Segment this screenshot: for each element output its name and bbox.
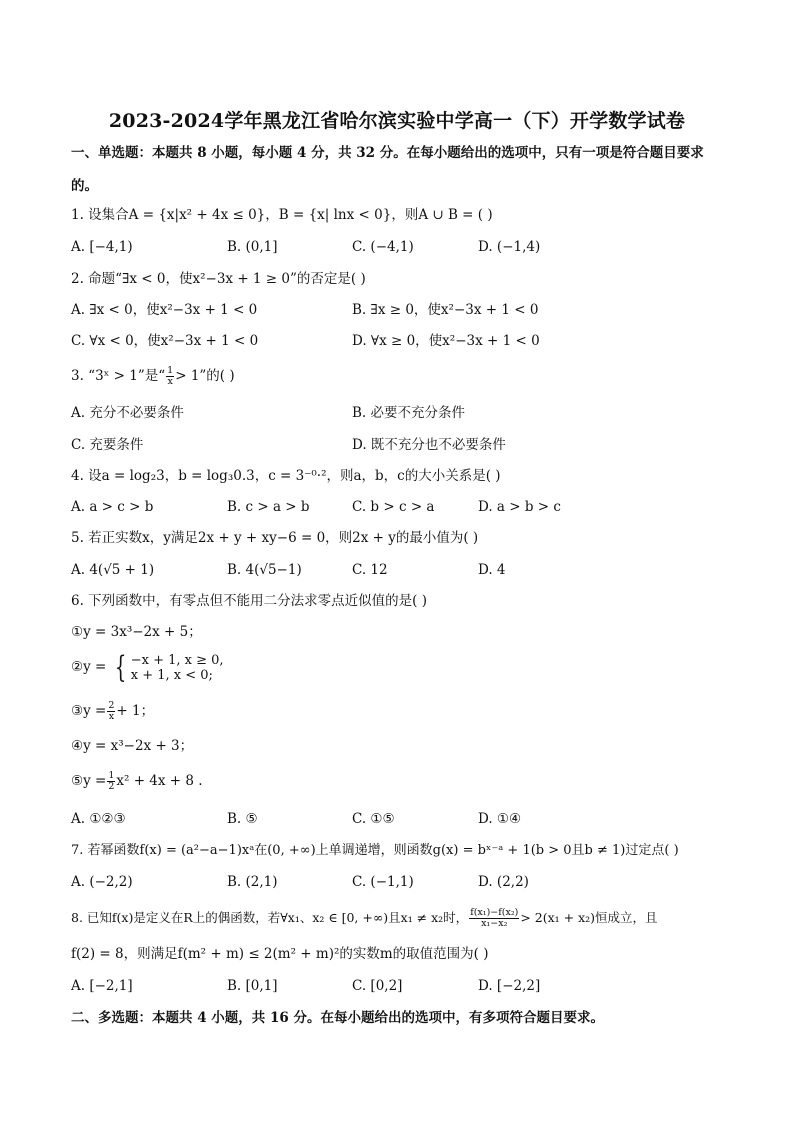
question-6-function-5: [71, 771, 203, 792]
question-7-stem: 7. 若幂函数f(x) = (a²−a−1)xᵃ在(0, +∞)上单调递增，则函数g(x) = bˣ⁻ᵃ + 1(b > 0且b ≠ 1)过定点( ): [71, 843, 679, 858]
question-8-stem-start: 8. 已知f(x)是定义在R上的偶函数，若∀x₁、x₂ ∈ [0, +∞)且x₁ ≠ x₂时，: [71, 910, 469, 925]
question-6-function-5-denominator: 2: [108, 781, 115, 792]
question-6-function-3-denominator: x: [108, 711, 115, 722]
question-3-stem-end: > 1”的( ): [175, 368, 235, 384]
question-6-function-5-numerator: 1: [108, 770, 115, 781]
question-8-option-d: D. [−2,2]: [478, 978, 541, 994]
question-6-function-3-fraction: [107, 701, 115, 722]
question-3-fraction: [166, 366, 174, 387]
question-6-piecewise: [111, 649, 224, 685]
question-5-option-d: D. 4: [478, 562, 506, 578]
question-4-option-d: D. a > b > c: [478, 499, 561, 515]
question-2-option-c: C. ∀x < 0，使x²−3x + 1 < 0: [71, 333, 259, 349]
question-3-option-a: A. 充分不必要条件: [71, 405, 184, 421]
question-1-option-b: B. (0,1]: [227, 239, 278, 255]
question-7-option-c: C. (−1,1): [352, 874, 414, 890]
question-3-stem: [71, 366, 235, 387]
question-6-function-4: ④y = x³−2x + 3；: [71, 738, 194, 754]
page-title: 2023-2024学年黑龙江省哈尔滨实验中学高一（下）开学数学试卷: [108, 110, 686, 132]
question-3-fraction-numerator: 1: [167, 365, 174, 376]
question-8-stem-cont: f(2) = 8，则满足f(m² + m) ≤ 2(m² + m)²的实数m的取值范围为( ): [71, 946, 489, 962]
question-6-function-2-prefix: ②y =: [71, 659, 107, 675]
question-3-fraction-denominator: x: [167, 376, 173, 387]
question-4-option-c: C. b > c > a: [352, 499, 435, 515]
question-3-option-d: D. 既不充分也不必要条件: [352, 437, 506, 453]
question-3-stem-start: 3. “3ˣ > 1”是“: [71, 368, 166, 384]
question-6-option-d: D. ①④: [478, 811, 522, 827]
question-3-option-b: B. 必要不充分条件: [352, 405, 466, 421]
question-6-function-3-numerator: 2: [108, 700, 115, 711]
question-6-option-c: C. ①⑤: [352, 811, 395, 827]
question-5-stem: 5. 若正实数x，y满足2x + y + xy−6 = 0，则2x + y的最小值为( ): [71, 530, 479, 546]
question-6-piecewise-cases: [131, 653, 224, 683]
question-6-function-5-prefix: ⑤y =: [71, 773, 107, 789]
question-6-function-3-suffix: + 1；: [116, 703, 155, 719]
brace-icon: {: [114, 649, 126, 685]
question-6-function-5-fraction: [107, 771, 115, 792]
question-1-option-a: A. [−4,1): [71, 239, 133, 255]
question-6-case-1: −x + 1, x ≥ 0,: [130, 652, 224, 668]
question-2-option-d: D. ∀x ≥ 0，使x²−3x + 1 < 0: [352, 333, 540, 349]
question-6-function-3-prefix: ③y =: [71, 703, 107, 719]
question-8-option-b: B. [0,1]: [227, 978, 278, 994]
question-8-option-a: A. [−2,1]: [71, 978, 133, 994]
question-8-stem: [71, 908, 658, 929]
question-1-option-c: C. (−4,1): [352, 239, 414, 255]
section1-header-cont: 的。: [71, 178, 98, 194]
question-6-stem: 6. 下列函数中，有零点但不能用二分法求零点近似值的是( ): [71, 593, 427, 609]
question-7-option-b: B. (2,1): [227, 874, 278, 890]
question-6-function-3: [71, 701, 154, 722]
question-6-option-b: B. ⑤: [227, 811, 258, 827]
question-3-option-c: C. 充要条件: [71, 437, 144, 453]
question-6-function-1: ①y = 3x³−2x + 5；: [71, 624, 202, 640]
question-5-option-a: A. 4(√5 + 1): [71, 562, 155, 578]
question-8-fraction-numerator: f(x₁)−f(x₂): [470, 907, 519, 918]
question-6-function-2: [71, 649, 224, 685]
question-7-option-a: A. (−2,2): [71, 874, 133, 890]
question-5-option-b: B. 4(√5−1): [227, 562, 302, 578]
section1-header: 一、单选题：本题共 8 小题，每小题 4 分，共 32 分。在每小题给出的选项中，只有一项是符合题目要求: [71, 145, 704, 161]
question-2-stem: 2. 命题“∃x < 0，使x²−3x + 1 ≥ 0”的否定是( ): [71, 271, 366, 287]
question-4-stem: 4. 设a = log₂3，b = log₃0.3，c = 3⁻⁰·²，则a，b，c的大小关系是( ): [71, 468, 501, 484]
question-4-option-a: A. a > c > b: [71, 499, 154, 515]
question-8-stem-end: > 2(x₁ + x₂)恒成立，且: [520, 910, 658, 925]
section2-header: 二、多选题：本题共 4 小题，共 16 分。在每小题给出的选项中，有多项符合题目要求。: [71, 1010, 604, 1026]
question-2-option-a: A. ∃x < 0，使x²−3x + 1 < 0: [71, 302, 258, 318]
question-5-option-c: C. 12: [352, 562, 388, 578]
question-4-option-b: B. c > a > b: [227, 499, 310, 515]
question-8-fraction: [469, 908, 519, 929]
question-8-fraction-denominator: x₁−x₂: [481, 918, 508, 929]
question-1-stem: 1. 设集合A = {x|x² + 4x ≤ 0}，B = {x| lnx < 0}，则A ∪ B = ( ): [71, 207, 493, 223]
question-6-function-5-suffix: x² + 4x + 8 .: [116, 773, 203, 789]
question-6-case-2: x + 1, x < 0;: [130, 667, 213, 683]
question-2-option-b: B. ∃x ≥ 0，使x²−3x + 1 < 0: [352, 302, 539, 318]
question-6-option-a: A. ①②③: [71, 811, 126, 827]
question-8-option-c: C. [0,2]: [352, 978, 403, 994]
question-7-option-d: D. (2,2): [478, 874, 529, 890]
question-1-option-d: D. (−1,4): [478, 239, 541, 255]
